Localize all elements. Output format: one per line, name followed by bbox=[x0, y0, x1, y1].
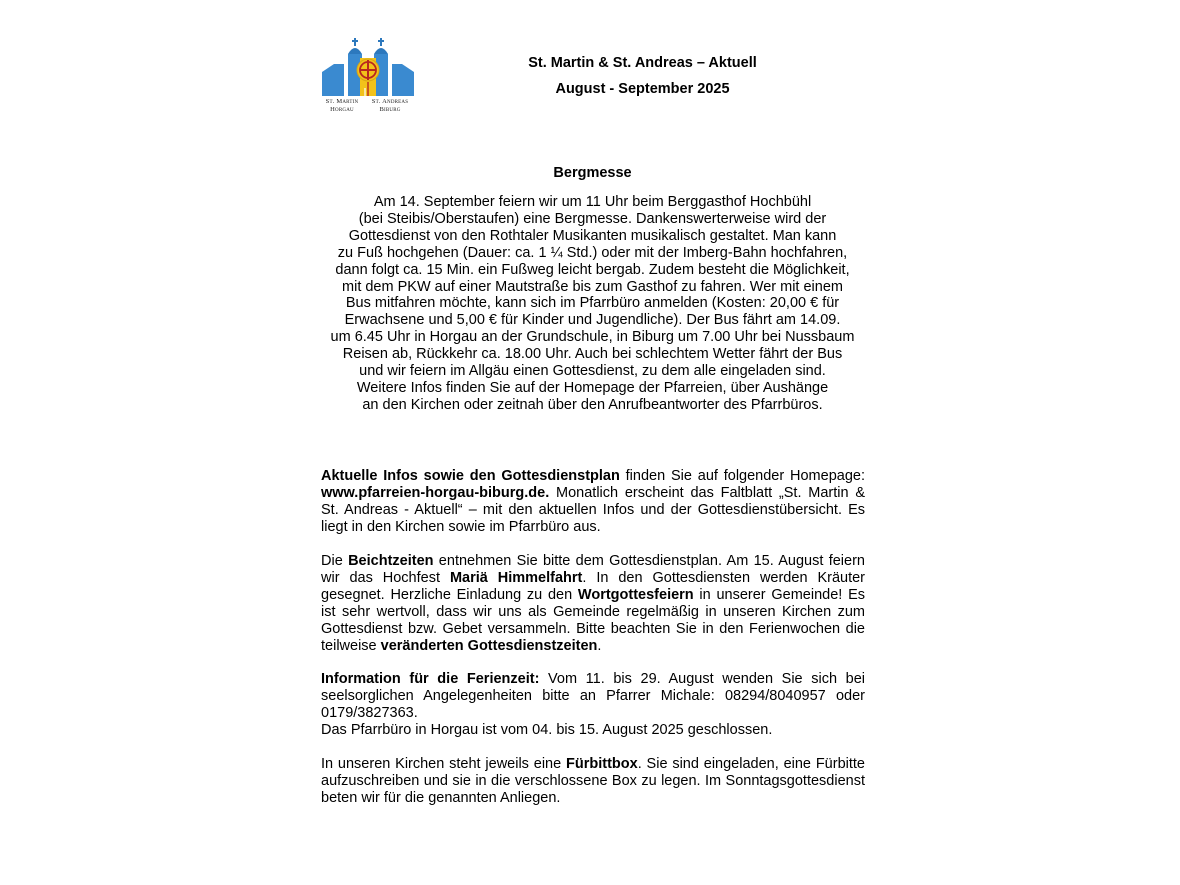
ferien-lead: Information für die Ferienzeit: bbox=[321, 671, 540, 687]
text-line: (bei Steibis/Oberstaufen) eine Bergmesse. Dankenswerterweise wird der bbox=[358, 210, 827, 227]
text-run: in unserer Gemeinde! Es ist sehr wertvoll, dass wir uns als Gemeinde regelmäßig in unseren Kirchen zum Gottesdienst bzw. Gebet versammeln. Bitte beachten Sie in den Ferienwochen die teilweise bbox=[321, 586, 865, 654]
text-line: Am 14. September feiern wir um 11 Uhr beim Berggasthof Hochbühl bbox=[373, 194, 812, 210]
website-link[interactable]: www.pfarreien-horgau-biburg.de. bbox=[321, 484, 550, 501]
text-line: und wir feiern im Allgäu einen Gottesdienst, zu dem alle eingeladen sind. bbox=[359, 363, 826, 380]
text-line: um 6.45 Uhr in Horgau an der Grundschule, in Biburg um 7.00 Uhr bei Nussbaum bbox=[330, 329, 855, 346]
newsletter-date-range: August - September 2025 bbox=[555, 81, 730, 97]
infos-text: finden Sie auf folgender Homepage: bbox=[619, 468, 865, 484]
text-line: Gottesdienst von den Rothtaler Musikanten musikalisch gestaltet. Man kann bbox=[348, 227, 837, 244]
newsletter-title: St. Martin & St. Andreas – Aktuell bbox=[528, 55, 757, 71]
bold-run: Mariä Himmelfahrt bbox=[449, 569, 583, 586]
fuerbitt-paragraph bbox=[321, 756, 865, 807]
bergmesse-heading: Bergmesse bbox=[553, 165, 632, 181]
text-line: zu Fuß hochgehen (Dauer: ca. 1 ¼ Std.) oder mit der Imberg-Bahn hochfahren, bbox=[337, 244, 848, 261]
bold-run: Fürbittbox bbox=[566, 756, 638, 772]
text-line: Erwachsene und 5,00 € für Kinder und Jugendliche). Der Bus fährt am 14.09. bbox=[344, 312, 841, 329]
text-line: Weitere Infos finden Sie auf der Homepage der Pfarreien, über Aushänge bbox=[356, 379, 829, 396]
text-run: Die bbox=[321, 553, 349, 569]
infos-rest: Monatlich erscheint das Faltblatt „St. Martin & St. Andreas - Aktuell“ – mit den aktuellen Infos und der Gottesdienstübersicht. Es liegt in den Kirchen sowie im Pfarrbüro aus. bbox=[321, 484, 865, 535]
text-line: Bus mitfahren möchte, kann sich im Pfarrbüro anmelden (Kosten: 20,00 € für bbox=[345, 295, 840, 312]
bold-run: Wortgottesfeiern bbox=[577, 586, 694, 603]
bergmesse-body bbox=[315, 194, 870, 414]
text-run: entnehmen Sie bitte dem Gottesdienstplan. Am 15. August feiern wir das Hochfest bbox=[321, 553, 865, 586]
ferien-paragraph bbox=[321, 671, 865, 739]
logo-caption-line: Biburg bbox=[379, 106, 401, 113]
text-line: mit dem PKW auf einer Mautstraße bis zum Gasthof zu fahren. Wer mit einem bbox=[342, 278, 843, 295]
church-logo-icon bbox=[318, 36, 418, 98]
beichte-paragraph bbox=[321, 553, 865, 654]
text-line: dann folgt ca. 15 Min. ein Fußweg leicht bergab. Zudem besteht die Möglichkeit, bbox=[335, 261, 850, 278]
text-run: In unseren Kirchen steht jeweils eine bbox=[321, 756, 566, 772]
text-run: . Sie sind eingeladen, eine Fürbitte aufzuschreiben und sie in die verschlossene Box zu legen. Im Sonntagsgottesdienst beten wir für die genannten Anliegen. bbox=[321, 756, 865, 806]
text-run: . bbox=[597, 637, 602, 654]
bold-run: Beichtzeiten bbox=[348, 553, 434, 569]
bold-run: veränderten Gottesdienstzeiten bbox=[380, 637, 598, 654]
parish-logo bbox=[318, 36, 418, 126]
office-closed-note: Das Pfarrbüro in Horgau ist vom 04. bis 15. August 2025 geschlossen. bbox=[321, 721, 773, 738]
ferien-text: Vom 11. bis 29. August wenden Sie sich bei seelsorglichen Angelegenheiten bitte an Pfarrer Michale: 08294/8040957 oder 0179/3827363. bbox=[321, 671, 865, 721]
infos-paragraph bbox=[321, 468, 865, 536]
logo-caption-line: St. Andreas bbox=[371, 98, 409, 105]
logo-caption-line: Horgau bbox=[330, 106, 354, 113]
text-line: an den Kirchen oder zeitnah über den Anrufbeantworter des Pfarrbüros. bbox=[362, 396, 823, 413]
logo-caption-line: St. Martin bbox=[325, 98, 359, 105]
text-run: . In den Gottesdiensten werden Kräuter gesegnet. Herzliche Einladung zu den bbox=[321, 569, 865, 603]
infos-lead: Aktuelle Infos sowie den Gottesdienstplan bbox=[321, 468, 620, 484]
logo-caption-biburg bbox=[366, 98, 414, 114]
text-line: Reisen ab, Rückkehr ca. 18.00 Uhr. Auch bei schlechtem Wetter fährt der Bus bbox=[342, 346, 843, 363]
logo-caption-horgau bbox=[318, 98, 366, 114]
